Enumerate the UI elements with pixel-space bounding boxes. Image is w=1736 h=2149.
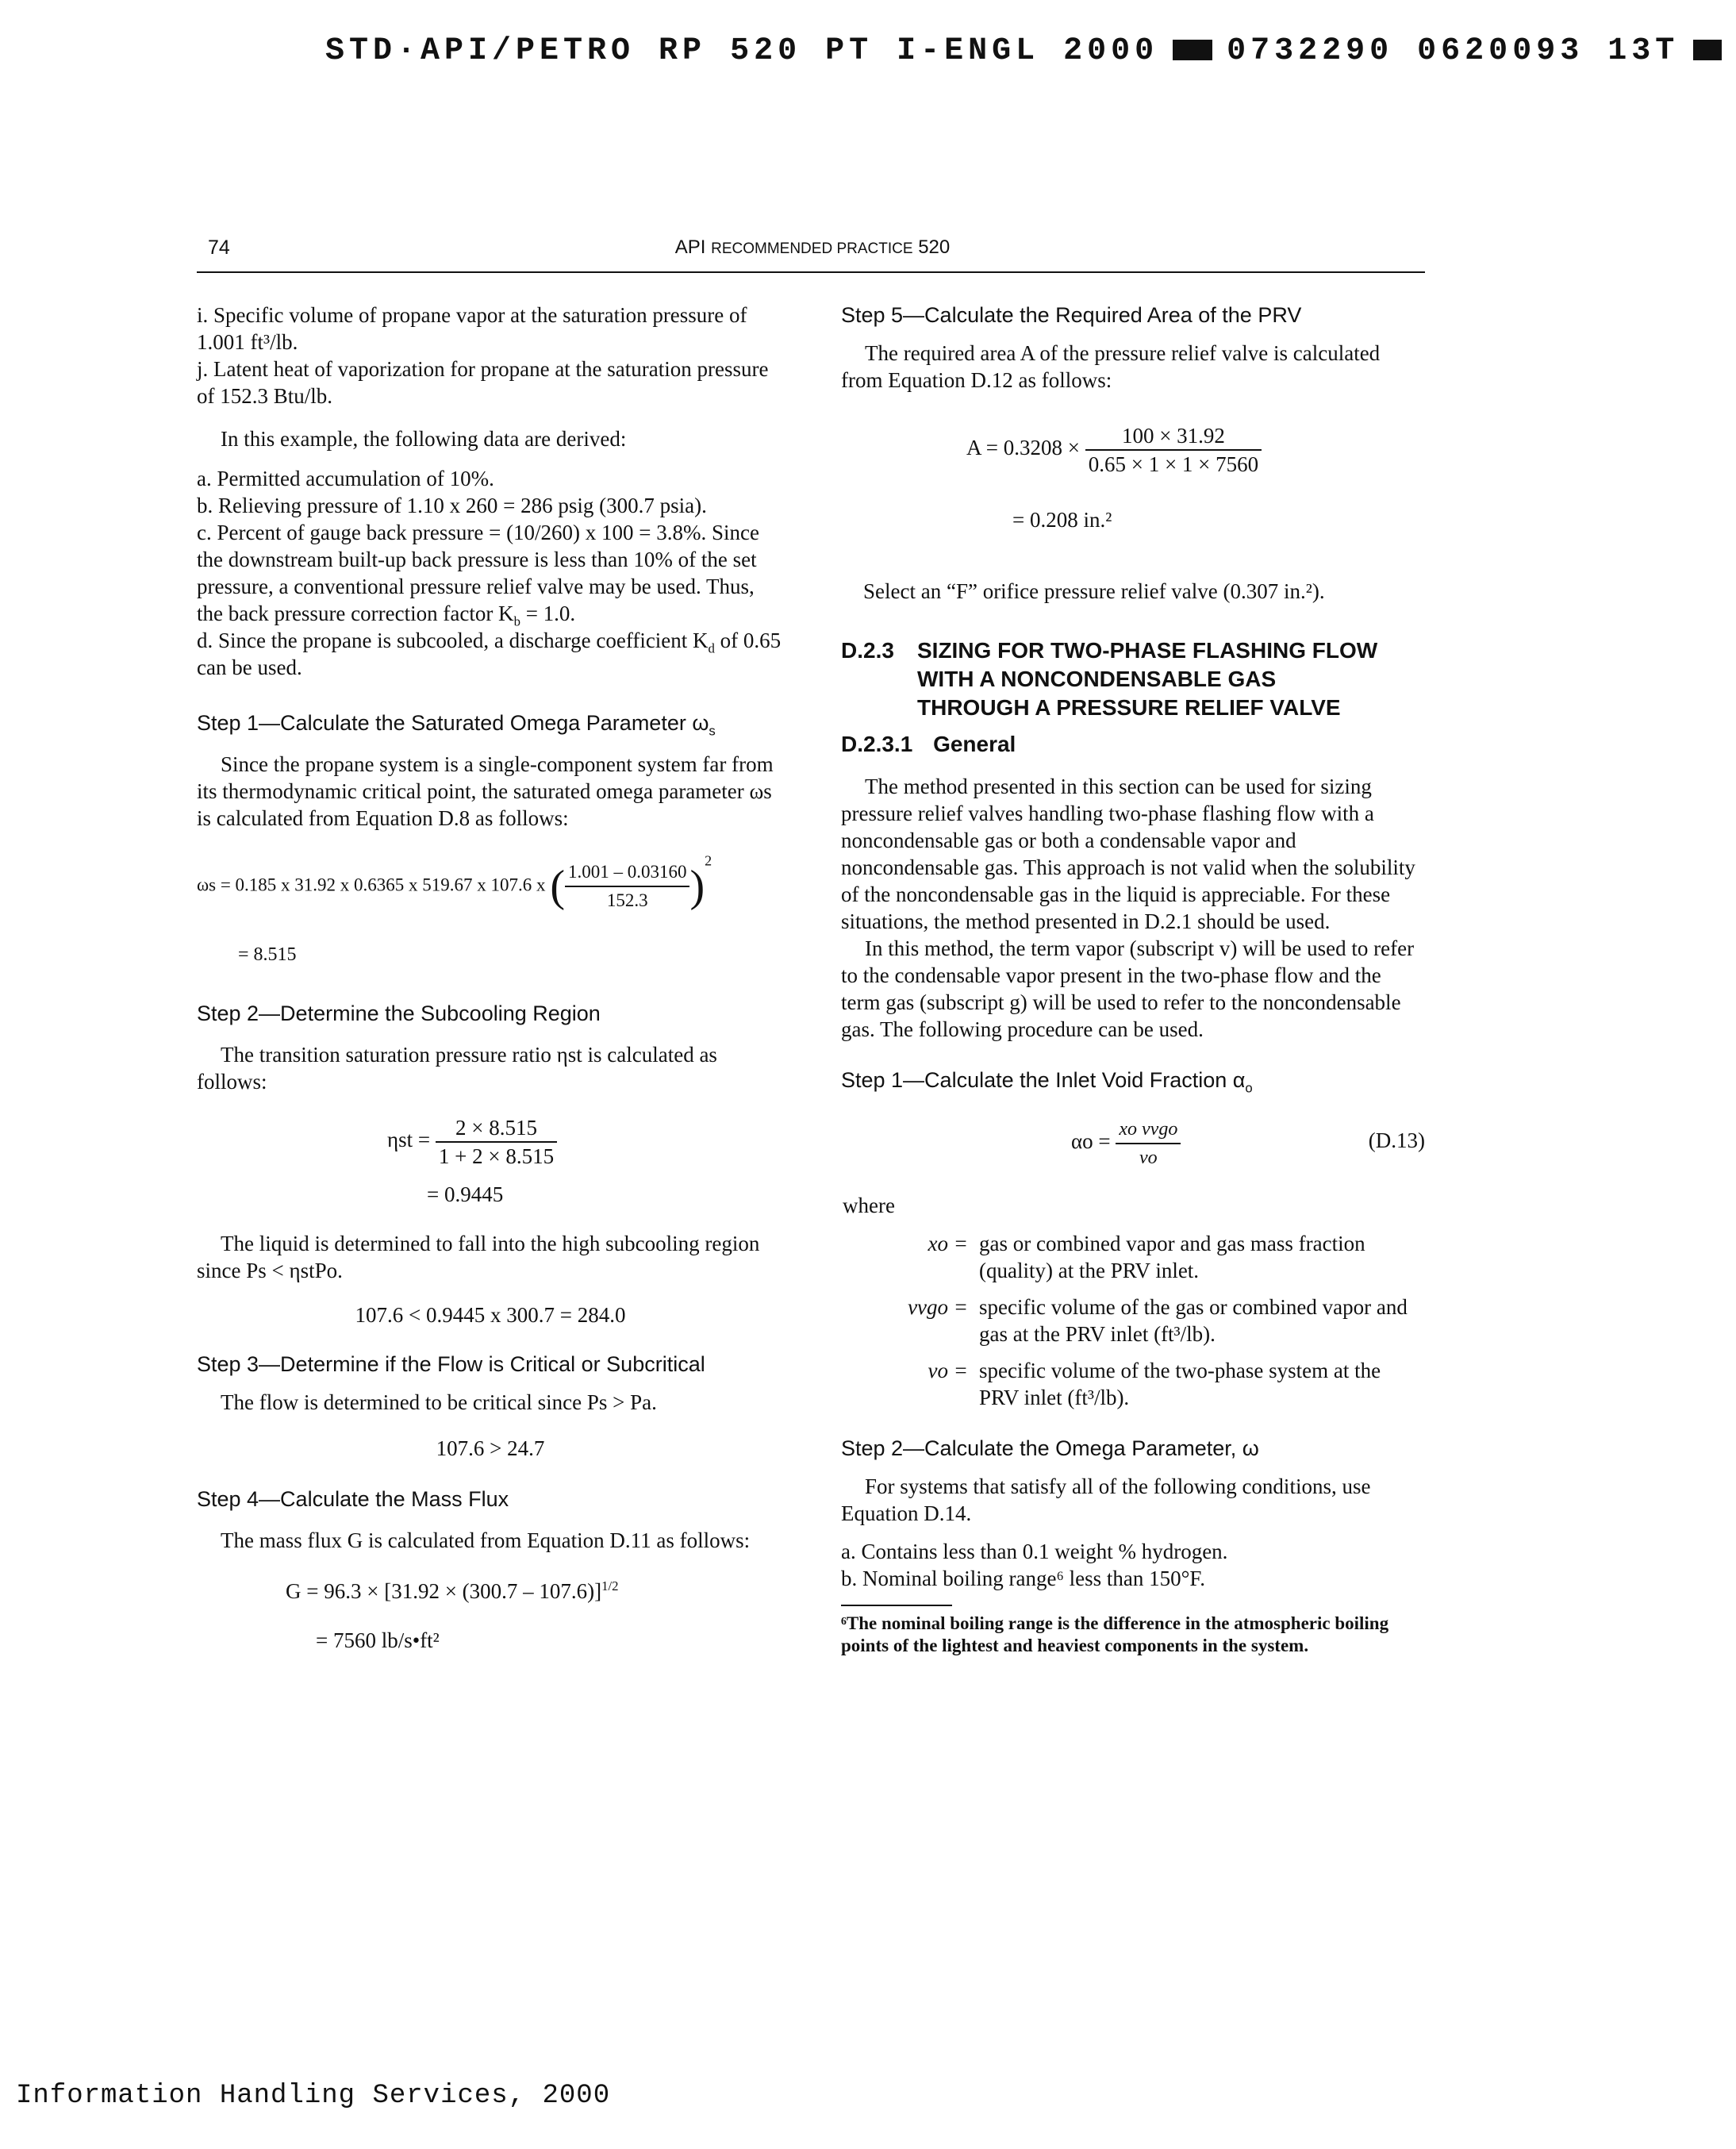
- definition-vvgo-symbol: vvgo =: [908, 1295, 968, 1319]
- eta-fraction: [436, 1114, 557, 1170]
- definition-vo: [841, 1357, 1425, 1411]
- eta-lhs: ηst =: [387, 1128, 431, 1152]
- item-c-end: = 1.0.: [520, 602, 576, 625]
- header-rule: [197, 271, 1425, 273]
- omega-denominator: 152.3: [606, 890, 648, 910]
- running-recommended: RECOMMENDED PRACTICE: [711, 240, 913, 257]
- item-d: [197, 627, 784, 681]
- omega-result: = 8.515: [238, 944, 297, 965]
- condition-b: b. Nominal boiling range⁶ less than 150°F.: [841, 1567, 1205, 1590]
- item-c-sub: b: [513, 613, 520, 629]
- g-exponent: 1/2: [601, 1578, 619, 1593]
- omega-lparen: (: [550, 862, 565, 911]
- alpha-denominator: vo: [1139, 1148, 1158, 1168]
- omega-fraction: [565, 859, 690, 914]
- area-result: = 0.208 in.²: [1012, 508, 1112, 532]
- area-denominator: 0.65 × 1 × 1 × 7560: [1088, 452, 1259, 476]
- stamp-block-mark: [1173, 40, 1212, 60]
- item-j: j. Latent heat of vaporization for propane at the saturation pressure of 152.3 Btu/lb.: [197, 357, 769, 408]
- r-step1-title: Step 1—Calculate the Inlet Void Fraction α: [841, 1068, 1246, 1092]
- footnote-rule: [841, 1605, 952, 1606]
- r-step2-text: For systems that satisfy all of the following conditions, use Equation D.14.: [841, 1474, 1371, 1525]
- page-number: 74: [208, 236, 230, 259]
- step3-equation: 107.6 > 24.7: [436, 1436, 545, 1460]
- area-numerator: 100 × 31.92: [1085, 422, 1262, 451]
- step1-sub: s: [709, 723, 716, 739]
- omega-eq-lhs: ωs = 0.185 x 31.92 x 0.6365 x 519.67 x 107.6 x: [197, 875, 546, 895]
- item-i: i. Specific volume of propane vapor at the saturation pressure of 1.001 ft³/lb.: [197, 303, 747, 354]
- step5-heading: Step 5—Calculate the Required Area of the PRV: [841, 303, 1302, 327]
- g-equation: [286, 1578, 784, 1605]
- alpha-numerator: xo vvgo: [1116, 1116, 1181, 1144]
- r-step2-heading: Step 2—Calculate the Omega Parameter, ω: [841, 1436, 1259, 1460]
- section-d23-number: D.2.3: [841, 638, 894, 663]
- stamp-right: 0732290 0620093 13T: [1227, 33, 1680, 69]
- section-d23-title-1: SIZING FOR TWO-PHASE FLASHING FLOW: [917, 638, 1378, 663]
- step3-heading: Step 3—Determine if the Flow is Critical or Subcritical: [197, 1352, 705, 1376]
- general-paragraph-1: The method presented in this section can be used for sizing pressure relief valves handling two-phase flashing flow with a noncondensable gas or both a condensable vapor and noncondensable gas. This approach is not valid when the solubility of the noncondensable gas in the liquid is appreciable. For these situations, the method presented in D.2.1 should be used.: [841, 775, 1415, 933]
- definition-xo-symbol: xo =: [928, 1232, 968, 1255]
- step1-heading: [197, 709, 784, 739]
- item-d-sub: d: [708, 640, 715, 656]
- step1-title: Step 1—Calculate the Saturated Omega Parameter ω: [197, 711, 709, 735]
- definition-vvgo-text: specific volume of the gas or combined vapor and gas at the PRV inlet (ft³/lb).: [979, 1295, 1408, 1346]
- step2-text: The transition saturation pressure ratio ηst is calculated as follows:: [197, 1043, 717, 1094]
- definition-vvgo: [841, 1294, 1425, 1347]
- r-step1-sub: o: [1245, 1080, 1253, 1096]
- area-lhs: A = 0.3208 ×: [966, 436, 1080, 460]
- step5-text: The required area A of the pressure relief valve is calculated from Equation D.12 as follows:: [841, 341, 1381, 392]
- eta-numerator: 2 × 8.515: [436, 1114, 557, 1143]
- r-step1-heading: [841, 1067, 1425, 1094]
- section-d231-number: D.2.3.1: [841, 732, 913, 756]
- section-d231-title: General: [933, 732, 1016, 756]
- condition-a: a. Contains less than 0.1 weight % hydrogen.: [841, 1540, 1228, 1563]
- step2-heading: Step 2—Determine the Subcooling Region: [197, 1001, 601, 1025]
- section-d231-heading: [841, 730, 1425, 759]
- definition-xo-text: gas or combined vapor and gas mass fraction (quality) at the PRV inlet.: [979, 1232, 1365, 1282]
- left-column: [197, 302, 784, 1654]
- eta-equation: [387, 1114, 784, 1170]
- general-paragraph-2: In this method, the term vapor (subscript v) will be used to refer to the condensable vapor present in the two-phase flow and the term gas (subscript g) will be used to refer to the noncondensable gas. The following procedure can be used.: [841, 936, 1415, 1041]
- item-a: a. Permitted accumulation of 10%.: [197, 467, 494, 490]
- running-api: API: [674, 236, 706, 258]
- document-stamp: [325, 33, 1736, 69]
- footnote-6: ⁶The nominal boiling range is the difference in the atmospheric boiling points of the lightest and heaviest components in the system.: [841, 1613, 1389, 1655]
- alpha-equation-number: (D.13): [1368, 1128, 1425, 1152]
- eta-result: = 0.9445: [427, 1182, 504, 1206]
- definition-vo-text: specific volume of the two-phase system at the PRV inlet (ft³/lb).: [979, 1359, 1381, 1409]
- stamp-left: STD·API/PETRO RP 520 PT I-ENGL 2000: [325, 33, 1159, 69]
- definitions-list: [841, 1230, 1425, 1411]
- step4-heading: Step 4—Calculate the Mass Flux: [197, 1487, 509, 1511]
- omega-rparen: ): [689, 862, 705, 911]
- area-fraction: [1085, 422, 1262, 478]
- definition-vo-symbol: vo =: [928, 1359, 968, 1382]
- alpha-expression: [1071, 1116, 1181, 1171]
- omega-exponent: 2: [705, 852, 712, 869]
- item-c: [197, 519, 784, 627]
- derived-intro: In this example, the following data are derived:: [221, 427, 627, 451]
- stamp-end-mark: [1693, 40, 1722, 60]
- step2-text2: The liquid is determined to fall into the high subcooling region since Ps < ηstPo.: [197, 1232, 760, 1282]
- section-d23-title-2: WITH A NONCONDENSABLE GAS: [917, 667, 1277, 691]
- where-label: where: [843, 1194, 895, 1217]
- section-d23-heading: [841, 636, 1425, 722]
- item-d-text: d. Since the propane is subcooled, a discharge coefficient K: [197, 629, 709, 652]
- step1-text: Since the propane system is a single-component system far from its thermodynamic critical point, the saturated omega parameter ωs is calculated from Equation D.8 as follows:: [197, 752, 774, 830]
- omega-numerator: 1.001 – 0.03160: [565, 859, 690, 887]
- item-c-text: c. Percent of gauge back pressure = (10/260) x 100 = 3.8%. Since the downstream built-up back pressure is less than 10% of the set pressure, a conventional pressure relief valve may be used. Thus, the back pressure correction factor K: [197, 521, 760, 625]
- g-result: = 7560 lb/s•ft²: [316, 1628, 440, 1652]
- right-column: [841, 302, 1425, 1657]
- select-orifice: Select an “F” orifice pressure relief valve (0.307 in.²).: [863, 579, 1325, 603]
- item-b: b. Relieving pressure of 1.10 x 260 = 286 psig (300.7 psia).: [197, 494, 707, 517]
- running-header: [0, 236, 1625, 259]
- step4-text: The mass flux G is calculated from Equation D.11 as follows:: [221, 1528, 751, 1552]
- g-equation-body: G = 96.3 × [31.92 × (300.7 – 107.6)]: [286, 1579, 602, 1603]
- section-d23-title-3: THROUGH A PRESSURE RELIEF VALVE: [917, 695, 1341, 720]
- alpha-equation: [841, 1116, 1425, 1176]
- footer-source: Information Handling Services, 2000: [16, 2081, 611, 2111]
- omega-equation: [197, 852, 784, 914]
- step3-text: The flow is determined to be critical since Ps > Pa.: [221, 1390, 657, 1414]
- running-number: 520: [918, 236, 951, 258]
- eta-denominator: 1 + 2 × 8.515: [438, 1144, 555, 1168]
- alpha-fraction: [1116, 1116, 1181, 1171]
- alpha-lhs: αo =: [1071, 1129, 1111, 1154]
- step2-equation: 107.6 < 0.9445 x 300.7 = 284.0: [355, 1303, 626, 1327]
- item-d-end: of 0.65 can be used.: [197, 629, 782, 679]
- definition-xo: [841, 1230, 1425, 1284]
- area-equation: [966, 422, 1425, 478]
